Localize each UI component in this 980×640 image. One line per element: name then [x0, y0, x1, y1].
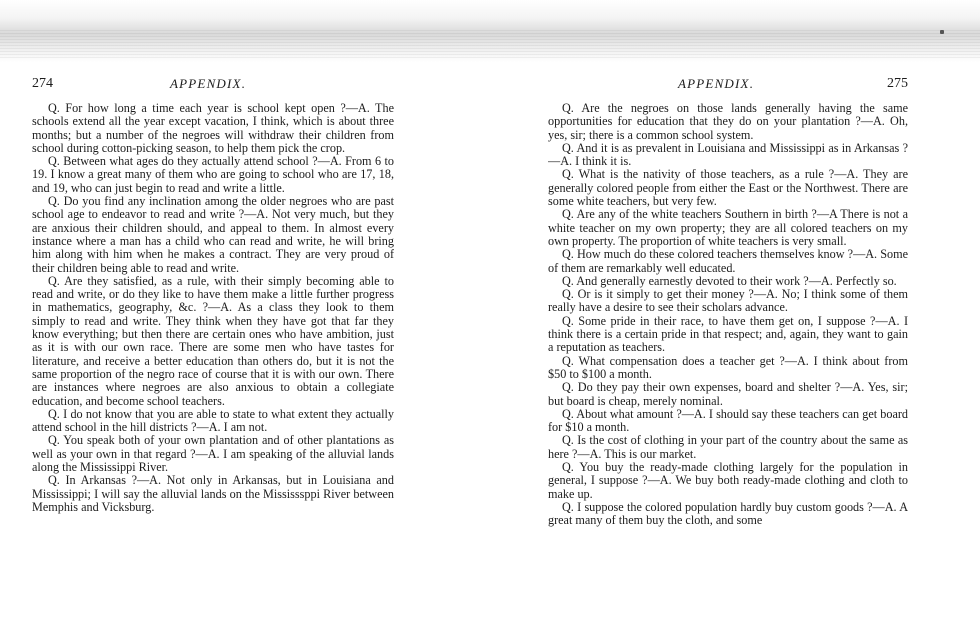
scan-noise-lines — [0, 30, 980, 60]
right-page-number: 275 — [887, 76, 908, 91]
paragraph: Q. Are the negroes on those lands generally having the same opportunities for education that they do on your plantation ?—A. Oh, yes, sir; there is a common school system. — [548, 101, 908, 142]
paragraph: Q. What is the nativity of those teachers, as a rule ?—A. They are generally colored people from either the East or the Northwest. There are some white teachers, but very few. — [548, 167, 908, 209]
paragraph: Q. You buy the ready-made clothing largely for the population in general, I suppose ?—A. We buy both ready-made clothing and cloth to make up. — [548, 460, 908, 501]
paragraph: Q. I suppose the colored population hardly buy custom goods ?—A. A great many of them buy the cloth, and some — [548, 499, 908, 528]
left-page-header — [32, 76, 394, 94]
left-page-body — [32, 102, 394, 514]
paragraph: Q. About what amount ?—A. I should say these teachers can get board for $10 a month. — [548, 406, 908, 435]
paragraph: Q. You speak both of your own plantation and of other plantations as well as your own in that regard ?—A. I am speaking of the alluvial lands along the Mississippi River. — [32, 433, 394, 475]
paragraph: Q. In Arkansas ?—A. Not only in Arkansas, but in Louisiana and Mississippi; I will say the alluvial lands on the Mississsppi River between Memphis and Vicksburg. — [32, 473, 394, 514]
left-running-head: APPENDIX. — [170, 76, 247, 91]
right-page-body — [548, 102, 908, 528]
right-running-head: APPENDIX. — [678, 76, 755, 91]
left-page — [32, 76, 394, 624]
paragraph: Q. Are they satisfied, as a rule, with their simply becoming able to read and write, or do they like to have them make a little further progress in mathematics, geography, &c. ?—A. As a class they look to them simply to read and write. They think when they have got that far they know everything; but then there are certain ones who have ambition, just as it is with our own race. There are some men who have tastes for literature, and receive a better education than others do, but it is not the same proportion of the negro race of course that it is with our own. There are instances where negroes are also anxious to obtain a collegiate education, and become school teachers. — [32, 273, 394, 408]
left-page-number: 274 — [32, 76, 53, 91]
right-page-header — [548, 76, 908, 94]
paragraph: Q. And it is as prevalent in Louisiana and Mississippi as in Arkansas ?—A. I think it is. — [548, 140, 908, 169]
paragraph: Q. For how long a time each year is school kept open ?—A. The schools extend all the year except vacation, I think, which is about three months; but a number of the negroes will withdraw their children from school during cotton-picking season, to help them pick the crop. — [32, 101, 394, 155]
paragraph: Q. Do you find any inclination among the older negroes who are past school age to endeavor to read and write ?—A. Not very much, but they are anxious their children should, and appeal to them. In almost every instance where a man has a child who can read and write, he will bring him along with him when he makes a contract. They are very proud of their children being able to read and write. — [32, 194, 394, 275]
paragraph: Q. Are any of the white teachers Southern in birth ?—A There is not a white teacher on my own property; they are all colored teachers on my own property. The proportion of white teachers is very small. — [548, 207, 908, 248]
paragraph: Q. What compensation does a teacher get ?—A. I think about from $50 to $100 a month. — [548, 353, 908, 381]
paragraph: Q. Do they pay their own expenses, board and shelter ?—A. Yes, sir; but board is cheap, merely nominal. — [548, 380, 908, 408]
right-page — [548, 76, 908, 624]
paragraph: Q. How much do these colored teachers themselves know ?—A. Some of them are remarkably well educated. — [548, 247, 908, 275]
paragraph: Q. Is the cost of clothing in your part of the country about the same as here ?—A. This is our market. — [548, 433, 908, 461]
paragraph: Q. Or is it simply to get their money ?—A. No; I think some of them really have a desire to see their scholars advance. — [548, 287, 908, 315]
paragraph: Q. Between what ages do they actually attend school ?—A. From 6 to 19. I know a great many of them who are going to school who are 17, 18, and 19, who can just begin to read and write a little. — [32, 154, 394, 195]
paragraph: Q. I do not know that you are able to state to what extent they actually attend school in the hill districts ?—A. I am not. — [32, 406, 394, 435]
paragraph: Q. Some pride in their race, to have them get on, I suppose ?—A. I think there is a certain pride in that respect; and, again, they want to gain a reputation as teachers. — [548, 313, 908, 355]
scan-speck — [940, 30, 944, 34]
paragraph: Q. And generally earnestly devoted to their work ?—A. Perfectly so. — [562, 273, 897, 288]
